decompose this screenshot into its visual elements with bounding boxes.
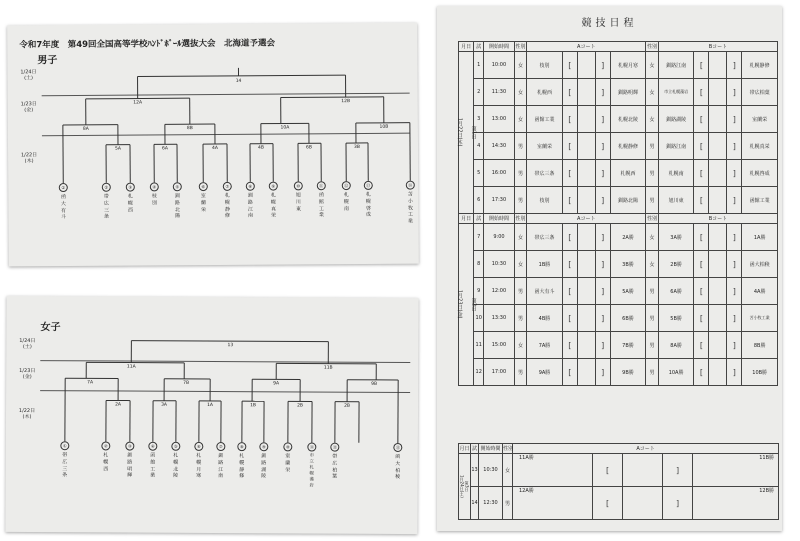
col-sex: 性別	[646, 42, 659, 52]
table-row: 5 16:00 男 帯広三条 [ ] 札幌西 男 札幌南 [ ] 札幌啓成	[459, 160, 778, 187]
boys-bracket-sheet	[7, 23, 419, 267]
team-entry: ② 札幌西	[101, 441, 110, 472]
match-node-2b-right: 2B	[344, 403, 351, 409]
table-row: 6 17:30 男 枝別 [ ] 釧路北陽 男 旭川東 [ ] 函館工業	[459, 187, 778, 214]
team-entry: ⑨ 釧路湖陵	[259, 442, 268, 480]
col-day: 月日	[459, 42, 474, 52]
match-node-7b: 7B	[183, 380, 190, 386]
day2-label: 第2日 1月23日(金)	[459, 224, 474, 386]
team-entry: ① 函大有斗	[59, 183, 68, 221]
match-node-4a: 4A	[212, 145, 219, 152]
col-b-court: Bコート	[658, 42, 777, 52]
match-node-9a: 9A	[273, 381, 280, 387]
schedule-table-day3	[458, 443, 779, 520]
team-entry: ⑦ 釧路江南	[216, 442, 225, 480]
date-label-day2: 1/23日 (金)	[20, 101, 37, 114]
team-entry: ③ 札幌西	[126, 183, 135, 214]
team-entry: ③ 釧路明輝	[125, 442, 134, 480]
team-entry: ⑤ 札幌北陵	[171, 442, 180, 480]
table-row: 4 14:30 男 室蘭栄 [ ] 札幌静修 男 釧路江南 [ ] 札幌真栄	[459, 133, 778, 160]
team-entry: ⑥ 札幌月寒	[194, 442, 203, 480]
team-entry: ⑤ 釧路北陽	[173, 182, 182, 220]
match-node-3b: 3B	[354, 144, 361, 151]
match-node-12b: 12B	[341, 99, 351, 105]
girls-label: 女子	[40, 322, 61, 334]
match-node-8a: 8A	[82, 126, 89, 132]
match-node-3a: 3A	[161, 402, 168, 408]
table-row: 第3日 1月24日(土) 13 10:30 女 11A勝 [ ] 11B勝	[459, 454, 779, 487]
team-entry: ④ 函館工業	[148, 442, 157, 480]
girls-bracket-sheet	[5, 296, 418, 534]
match-node-8b: 8B	[186, 126, 193, 132]
table-header-row: 月日 試 開始時間 性別 Aコート	[459, 444, 779, 454]
match-node-2b: 2B	[297, 403, 304, 409]
team-entry: ⑧ 札幌静修	[237, 442, 246, 480]
match-node-2a: 2A	[115, 402, 122, 408]
team-entry: ⑭ 苫小牧工業	[406, 181, 415, 226]
team-entry: ⑬ 札幌啓成	[364, 181, 373, 219]
col-time: 開始時間	[484, 42, 514, 52]
match-node-11b: 11B	[323, 365, 333, 371]
team-entry: ② 帯広三条	[102, 183, 111, 221]
team-entry: ⑦ 札幌静修	[223, 182, 232, 220]
team-entry: ⑧ 釧路江南	[246, 182, 255, 220]
team-entry: ⑬ 函大柏稜	[393, 443, 402, 481]
team-entry: ⑨ 札幌真栄	[269, 182, 278, 220]
schedule-title: 競技日程	[581, 18, 638, 29]
table-header-row: 月日 試 開始時間 性別 Aコート 性別 Bコート	[459, 214, 778, 224]
match-node-9b: 9B	[371, 381, 378, 387]
date-label-day1: 1/22日 (木)	[20, 152, 38, 165]
table-row: 2 11:30 女 札幌西 [ ] 釧路明輝 女 市立札幌藻岩 [ ] 帯広柏葉	[459, 79, 778, 106]
team-entry: ⑥ 室蘭栄	[199, 182, 208, 213]
match-node-5a: 5A	[115, 146, 122, 152]
schedule-table-day1-2	[458, 41, 778, 386]
match-node-10b: 10B	[379, 124, 389, 130]
schedule-sheet	[437, 6, 782, 531]
match-node-7a: 7A	[87, 380, 94, 386]
team-entry: ④ 枝別	[150, 182, 159, 207]
team-entry: ⑪ 函館工業	[317, 181, 326, 219]
table-row: 3 13:00 女 函館工業 [ ] 札幌北陵 女 釧路湖陵 [ ] 室蘭栄	[459, 106, 778, 133]
table-row: 12 17:00 男 9A勝 [ ] 9B勝 男 10A勝 [ ] 10B勝	[459, 359, 778, 386]
match-node-6a: 6A	[162, 146, 169, 152]
team-entry: ⑩ 室蘭栄	[283, 442, 292, 473]
match-node-13: 13	[227, 343, 234, 349]
match-node-10a: 10A	[280, 125, 290, 131]
table-row: 8 10:30 女 1B勝 [ ] 3B勝 女 2B勝 [ ] 函大柏稜	[459, 251, 778, 278]
col-sex: 性別	[514, 42, 527, 52]
col-no: 試	[474, 42, 484, 52]
day1-label: 第1日 1月22日(木)	[459, 52, 474, 214]
date-label-day3: 1/24日 (土)	[19, 337, 36, 351]
match-node-1a: 1A	[207, 402, 214, 409]
date-label-day2: 1/23日 (金)	[19, 367, 36, 381]
match-node-11a: 11A	[126, 364, 136, 370]
team-entry: ① 帯広三条	[60, 441, 69, 479]
table-row: 第1日 1月22日(木) 1 10:00 女 枝別 [ ] 札幌月寒 女 釧路江南 [ ] 札幌静修	[459, 52, 778, 79]
match-node-4b: 4B	[258, 145, 265, 151]
date-label-day1: 1/22日 (木)	[18, 407, 36, 421]
girls-bracket-lines	[5, 296, 418, 534]
team-entry: ⑪ 市立札幌藻岩	[307, 442, 316, 489]
match-node-14: 14	[235, 78, 242, 84]
table-row: 9 12:00 男 函大有斗 [ ] 5A勝 男 6A勝 [ ] 4A勝	[459, 278, 778, 305]
match-node-1b: 1B	[250, 403, 257, 409]
tournament-title: 令和7年度 第49回全国高等学校ﾊﾝﾄﾞﾎﾞｰﾙ選抜大会 北海道予選会	[19, 38, 276, 51]
team-entry: ⑫ 帯広柏葉	[330, 443, 339, 481]
match-node-6b: 6B	[306, 145, 313, 151]
table-row: 第2日 1月23日(金) 7 9:00 女 帯広三条 [ ] 2A勝 女 3A勝 [ ] 1A勝	[459, 224, 778, 251]
team-entry: ⑩ 旭川東	[294, 181, 303, 212]
table-header-row	[459, 42, 778, 52]
team-entry: ⑫ 札幌南	[342, 181, 351, 212]
date-label-day3: 1/24日 (土)	[20, 69, 37, 82]
table-row: 10 13:30 男 4B勝 [ ] 6B勝 男 5B勝 [ ] 苫小牧工業	[459, 305, 778, 332]
boys-label: 男子	[37, 55, 58, 67]
table-row: 11 15:00 女 7A勝 [ ] 7B勝 男 8A勝 [ ] 8B勝	[459, 332, 778, 359]
table-row: 14 12:30 男 12A勝 [ ] 12B勝	[459, 487, 779, 520]
day3-label: 第3日 1月24日(土)	[459, 454, 471, 520]
match-node-12a: 12A	[133, 100, 143, 106]
col-a-court: Aコート	[527, 42, 646, 52]
